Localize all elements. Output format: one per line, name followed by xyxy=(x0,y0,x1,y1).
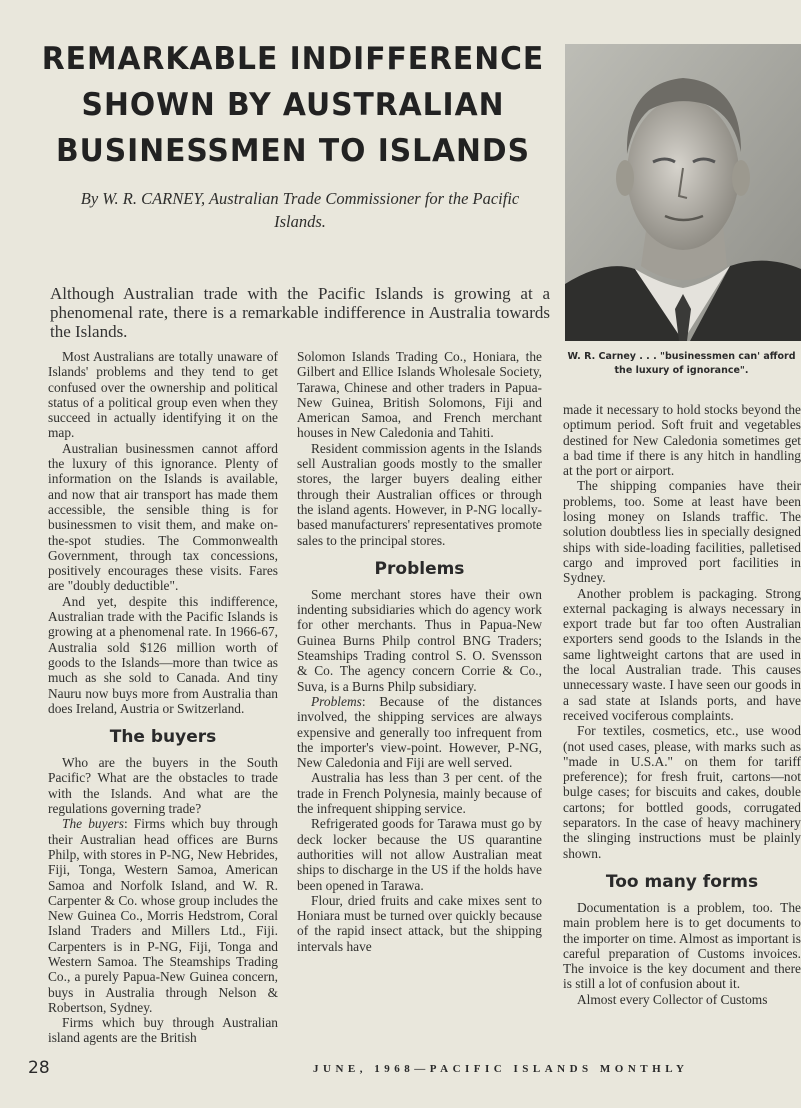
headline-line-2: SHOWN BY AUSTRALIAN xyxy=(81,87,505,123)
portrait-illustration xyxy=(565,44,801,341)
section-heading-forms: Too many forms xyxy=(605,871,759,892)
paragraph xyxy=(297,694,542,770)
paragraph-text: : Because of the distances involved, the shipping services are always expensive and generally too infrequent from the importer's view-point. However, P-NG, New Caledonia and Fiji are well served. xyxy=(297,693,542,771)
paragraph: Documentation is a problem, too. The main problem here is to get documents to the importer on time. Almost as important is careful preparation of Customs invoices. The invoice is the key document and there is still a lot of confusion about it. xyxy=(563,899,801,992)
author-portrait-photo xyxy=(565,44,801,341)
paragraph: Most Australians are totally unaware of Islands' problems and they tend to get confused over the ownership and political status of a political group even when they succeed in actually identifying it on the map. xyxy=(48,349,278,441)
paragraph: The shipping companies have their problems, too. Some at least have been losing money on Islands traffic. The solution doubtless lies in specially designed ships with side-loading facilities, palletised cargo and improved port facilities in Sydney. xyxy=(563,478,801,586)
page-number: 28 xyxy=(28,1058,50,1078)
paragraph: Australian businessmen cannot afford the luxury of this ignorance. Plenty of information on the Islands is available, and now that air transport has made them accessible, the sensible thing is for businessmen to visit them, and make on-the-spot studies. The Commonwealth Government, through tax concessions, positively encourages these visits. Fares are "doubly deductible". xyxy=(48,440,278,594)
intro-paragraph: Although Australian trade with the Pacific Islands is growing at a phenomenal rate, there is a remarkable indifference in Australia towards the Islands. xyxy=(50,284,550,341)
paragraph xyxy=(48,816,278,1015)
paragraph: And yet, despite this indifference, Australian trade with the Pacific Islands is growing at a phenomenal rate. In 1966-67, Australia sold $126 million worth of goods to the Islands—more than twice as much as she sold to Canada. And tiny Nauru now buys more from Australia than does Ireland, Austria or Switzerland. xyxy=(48,593,278,716)
article-column-2 xyxy=(297,349,542,954)
paragraph: Flour, dried fruits and cake mixes sent to Honiara must be turned over quickly because of the rapid insect attack, but the shipping intervals have xyxy=(297,892,542,954)
paragraph: Some merchant stores have their own indenting subsidiaries which do agency work for other merchants. Thus in Papua-New Guinea Burns Philp control BNG Traders; Steamships Trading control S. O. Svensson & Co. The agency concern Corrie & Co., Suva, is a Burns Philp subsidiary. xyxy=(297,586,542,694)
paragraph: Firms which buy through Australian island agents are the British xyxy=(48,1015,278,1046)
paragraph: Resident commission agents in the Islands sell Australian goods mostly to the smaller stores, the larger buyers dealing either through their Australian offices or through the island agents. However, in P-NG locally-based manufacturers' representatives promote sales to the principal stores. xyxy=(297,440,542,548)
byline: By W. R. CARNEY, Australian Trade Commissioner for the Pacific Islands. xyxy=(80,189,520,231)
run-in-heading: The buyers xyxy=(62,816,124,832)
paragraph: made it necessary to hold stocks beyond the optimum period. Soft fruit and vegetables destined for New Caledonia sometimes get a bad time if there is any hitch in handling at the port or airport. xyxy=(563,402,801,479)
running-footer: JUNE, 1968—PACIFIC ISLANDS MONTHLY xyxy=(313,1063,689,1075)
paragraph: Another problem is packaging. Strong external packaging is always necessary in export trade but far too often Australian exporters send goods to the Islands in the same lightweight cartons that are used in the local Australian trade. This causes unnecessary waste. I have seen our goods in a sad state at Islands ports, and have received vociferous complaints. xyxy=(563,585,801,723)
paragraph: For textiles, cosmetics, etc., use wood (not used cases, please, with marks such as "made in U.S.A." on them for tariff preference); for fresh fruit, cartons—not bulge cases; for biscuits and cakes, double cartons; for bottled goods, corrugated separators. In the case of heavy machinery the slinging instructions must be plainly shown. xyxy=(563,723,801,861)
headline-line-3: BUSINESSMEN TO ISLANDS xyxy=(56,133,530,169)
article-column-3 xyxy=(563,402,801,1007)
paragraph-text: : Firms which buy through their Australian head offices are Burns Philp, with stores in P-NG, New Hebrides, Fiji, Tonga, Western Samoa, American Samoa and Norfolk Island, and W. R. Carpenter & Co. whose group includes the New Guinea Co., Morris Hedstrom, Coral Island Traders and Millers Ltd., Fiji. Carpenters is in P-NG, Fiji, Tonga and Western Samoa. The Steamships Trading Co., a purely Papua-New Guinea concern, buys in Australia through Nelson & Robertson, Sydney. xyxy=(48,816,278,1015)
paragraph: Who are the buyers in the South Pacific? What are the obstacles to trade with the Islands. And what are the regulations governing trade? xyxy=(48,755,278,817)
headline-line-1: REMARKABLE INDIFFERENCE xyxy=(41,41,545,77)
paragraph: Solomon Islands Trading Co., Honiara, the Gilbert and Ellice Islands Wholesale Society, Tarawa, Chinese and other traders in Papua-New Guinea, British Solomons, Fiji and American Samoa, and French merchant houses in New Caledonia and Tahiti. xyxy=(297,349,542,441)
article-headline xyxy=(39,36,548,174)
paragraph: Australia has less than 3 per cent. of the trade in French Polynesia, mainly because of the infrequent shipping service. xyxy=(297,770,542,817)
paragraph: Refrigerated goods for Tarawa must go by deck locker because the US quarantine authorities will not allow Australian meat ships to discharge in the US if the holds have been opened in Tarawa. xyxy=(297,816,542,893)
section-heading-problems: Problems xyxy=(374,558,465,579)
photo-caption: W. R. Carney . . . "businessmen can' afford the luxury of ignorance". xyxy=(567,351,796,376)
article-column-1 xyxy=(48,349,278,1046)
section-heading-buyers: The buyers xyxy=(109,727,217,748)
run-in-heading: Problems xyxy=(311,693,362,709)
paragraph: Almost every Collector of Customs xyxy=(577,991,768,1007)
